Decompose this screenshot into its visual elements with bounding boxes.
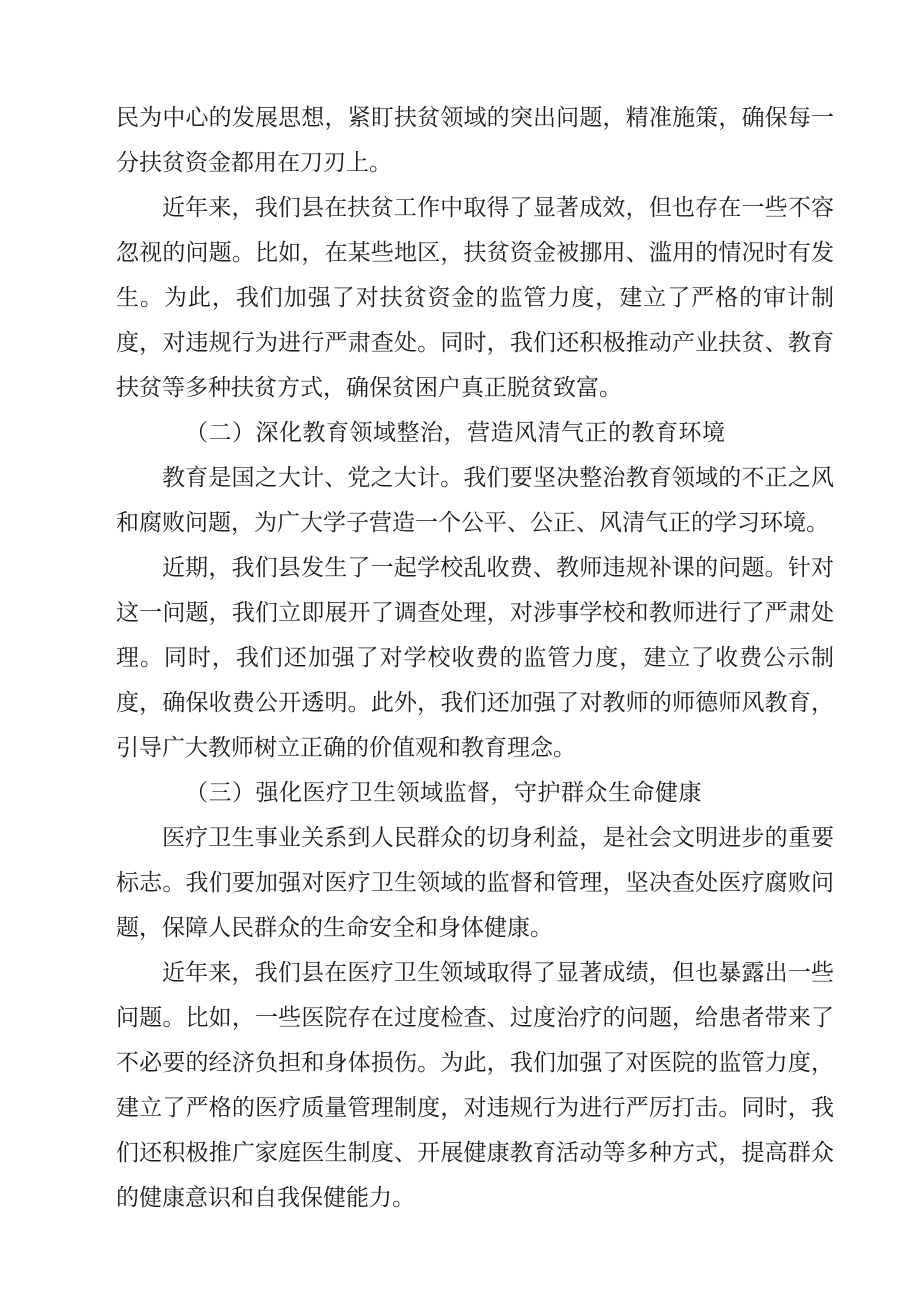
paragraph-education-intro: 教育是国之大计、党之大计。我们要坚决整治教育领域的不正之风和腐败问题，为广大学子营造一个公平、公正、风清气正的学习环境。 — [116, 465, 834, 536]
document-body — [116, 96, 834, 1221]
paragraph-poverty-issues: 近年来，我们县在扶贫工作中取得了显著成效，但也存在一些不容忽视的问题。比如，在某些地区，扶贫资金被挪用、滥用的情况时有发生。为此，我们加强了对扶贫资金的监管力度，建立了严格的审计制度，对违规行为进行严肃查处。同时，我们还积极推动产业扶贫、教育扶贫等多种扶贫方式，确保贫困户真正脱贫致富。 — [116, 195, 834, 401]
section-heading-healthcare: （三）强化医疗卫生领域监督，守护群众生命健康 — [185, 780, 702, 806]
paragraph-healthcare-intro: 医疗卫生事业关系到人民群众的切身利益，是社会文明进步的重要标志。我们要加强对医疗卫生领域的监督和管理，坚决查处医疗腐败问题，保障人民群众的生命安全和身体健康。 — [116, 825, 834, 941]
paragraph-education-case: 近期，我们县发生了一起学校乱收费、教师违规补课的问题。针对这一问题，我们立即展开了调查处理，对涉事学校和教师进行了严肃处理。同时，我们还加强了对学校收费的监管力度，建立了收费公示制度，确保收费公开透明。此外，我们还加强了对教师的师德师风教育，引导广大教师树立正确的价值观和教育理念。 — [116, 555, 834, 761]
section-heading-education: （二）深化教育领域整治，营造风清气正的教育环境 — [185, 420, 726, 446]
paragraph-continued: 民为中心的发展思想，紧盯扶贫领域的突出问题，精准施策，确保每一分扶贫资金都用在刀刃上。 — [116, 105, 834, 176]
paragraph-healthcare-case: 近年来，我们县在医疗卫生领域取得了显著成绩，但也暴露出一些问题。比如，一些医院存在过度检查、过度治疗的问题，给患者带来了不必要的经济负担和身体损伤。为此，我们加强了对医院的监管力度，建立了严格的医疗质量管理制度，对违规行为进行严厉打击。同时，我们还积极推广家庭医生制度、开展健康教育活动等多种方式，提高群众的健康意识和自我保健能力。 — [116, 960, 834, 1211]
